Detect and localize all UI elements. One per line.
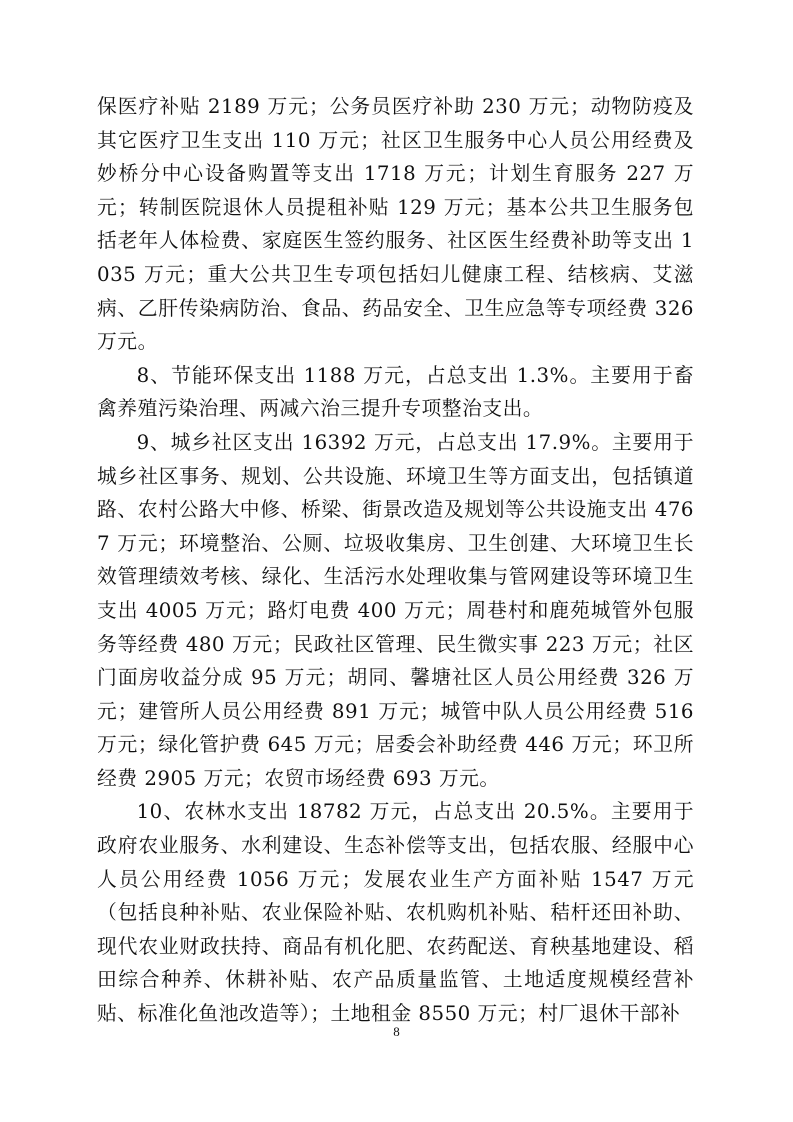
paragraph-item-10: 10、农林水支出 18782 万元，占总支出 20.5%。主要用于政府农业服务、水利建设、生态补偿等支出，包括农服、经服中心人员公用经费 1056 万元；发展农业生产方面补贴 1547 万元（包括良种补贴、农业保险补贴、农机购机补贴、秸杆还田补助、现代农业财政扶持、商品有机化肥、农药配送、育秧基地建设、稻田综合种养、休耕补贴、农产品质量监管、土地适度规模经营补贴、标准化鱼池改造等）；土地租金 8550 万元；村厂退休干部补 <box>97 800 694 1026</box>
page-number: 8 <box>393 1024 400 1039</box>
paragraph-item-9: 9、城乡社区支出 16392 万元，占总支出 17.9%。主要用于城乡社区事务、规划、公共设施、环境卫生等方面支出，包括镇道路、农村公路大中修、桥梁、街景改造及规划等公共设施支出 4767 万元；环境整治、公厕、垃圾收集房、卫生创建、大环境卫生长效管理绩效考核、绿化、生活污水处理收集与管网建设等环境卫生支出 4005 万元；路灯电费 400 万元；周巷村和鹿苑城管外包服务等经费 480 万元；民政社区管理、民生微实事 223 万元；社区门面房收益分成 95 万元；胡同、馨塘社区人员公用经费 326 万元；建管所人员公用经费 891 万元；城管中队人员公用经费 516 万元；绿化管护费 645 万元；居委会补助经费 446 万元；环卫所经费 2905 万元；农贸市场经费 693 万元。 <box>97 430 694 790</box>
paragraph-item-8: 8、节能环保支出 1188 万元，占总支出 1.3%。主要用于畜禽养殖污染治理、两减六治三提升专项整治支出。 <box>97 363 694 421</box>
paragraph-health-continued: 保医疗补贴 2189 万元；公务员医疗补助 230 万元；动物防疫及其它医疗卫生支出 110 万元；社区卫生服务中心人员公用经费及妙桥分中心设备购置等支出 1718 万元；计划生育服务 227 万元；转制医院退休人员提租补贴 129 万元；基本公共卫生服务包括老年人体检费、家庭医生签约服务、社区医生经费补助等支出 1035 万元；重大公共卫生专项包括妇儿健康工程、结核病、艾滋病、乙肝传染病防治、食品、药品安全、卫生应急等专项经费 326 万元。 <box>97 95 694 354</box>
document-body <box>97 90 694 1031</box>
